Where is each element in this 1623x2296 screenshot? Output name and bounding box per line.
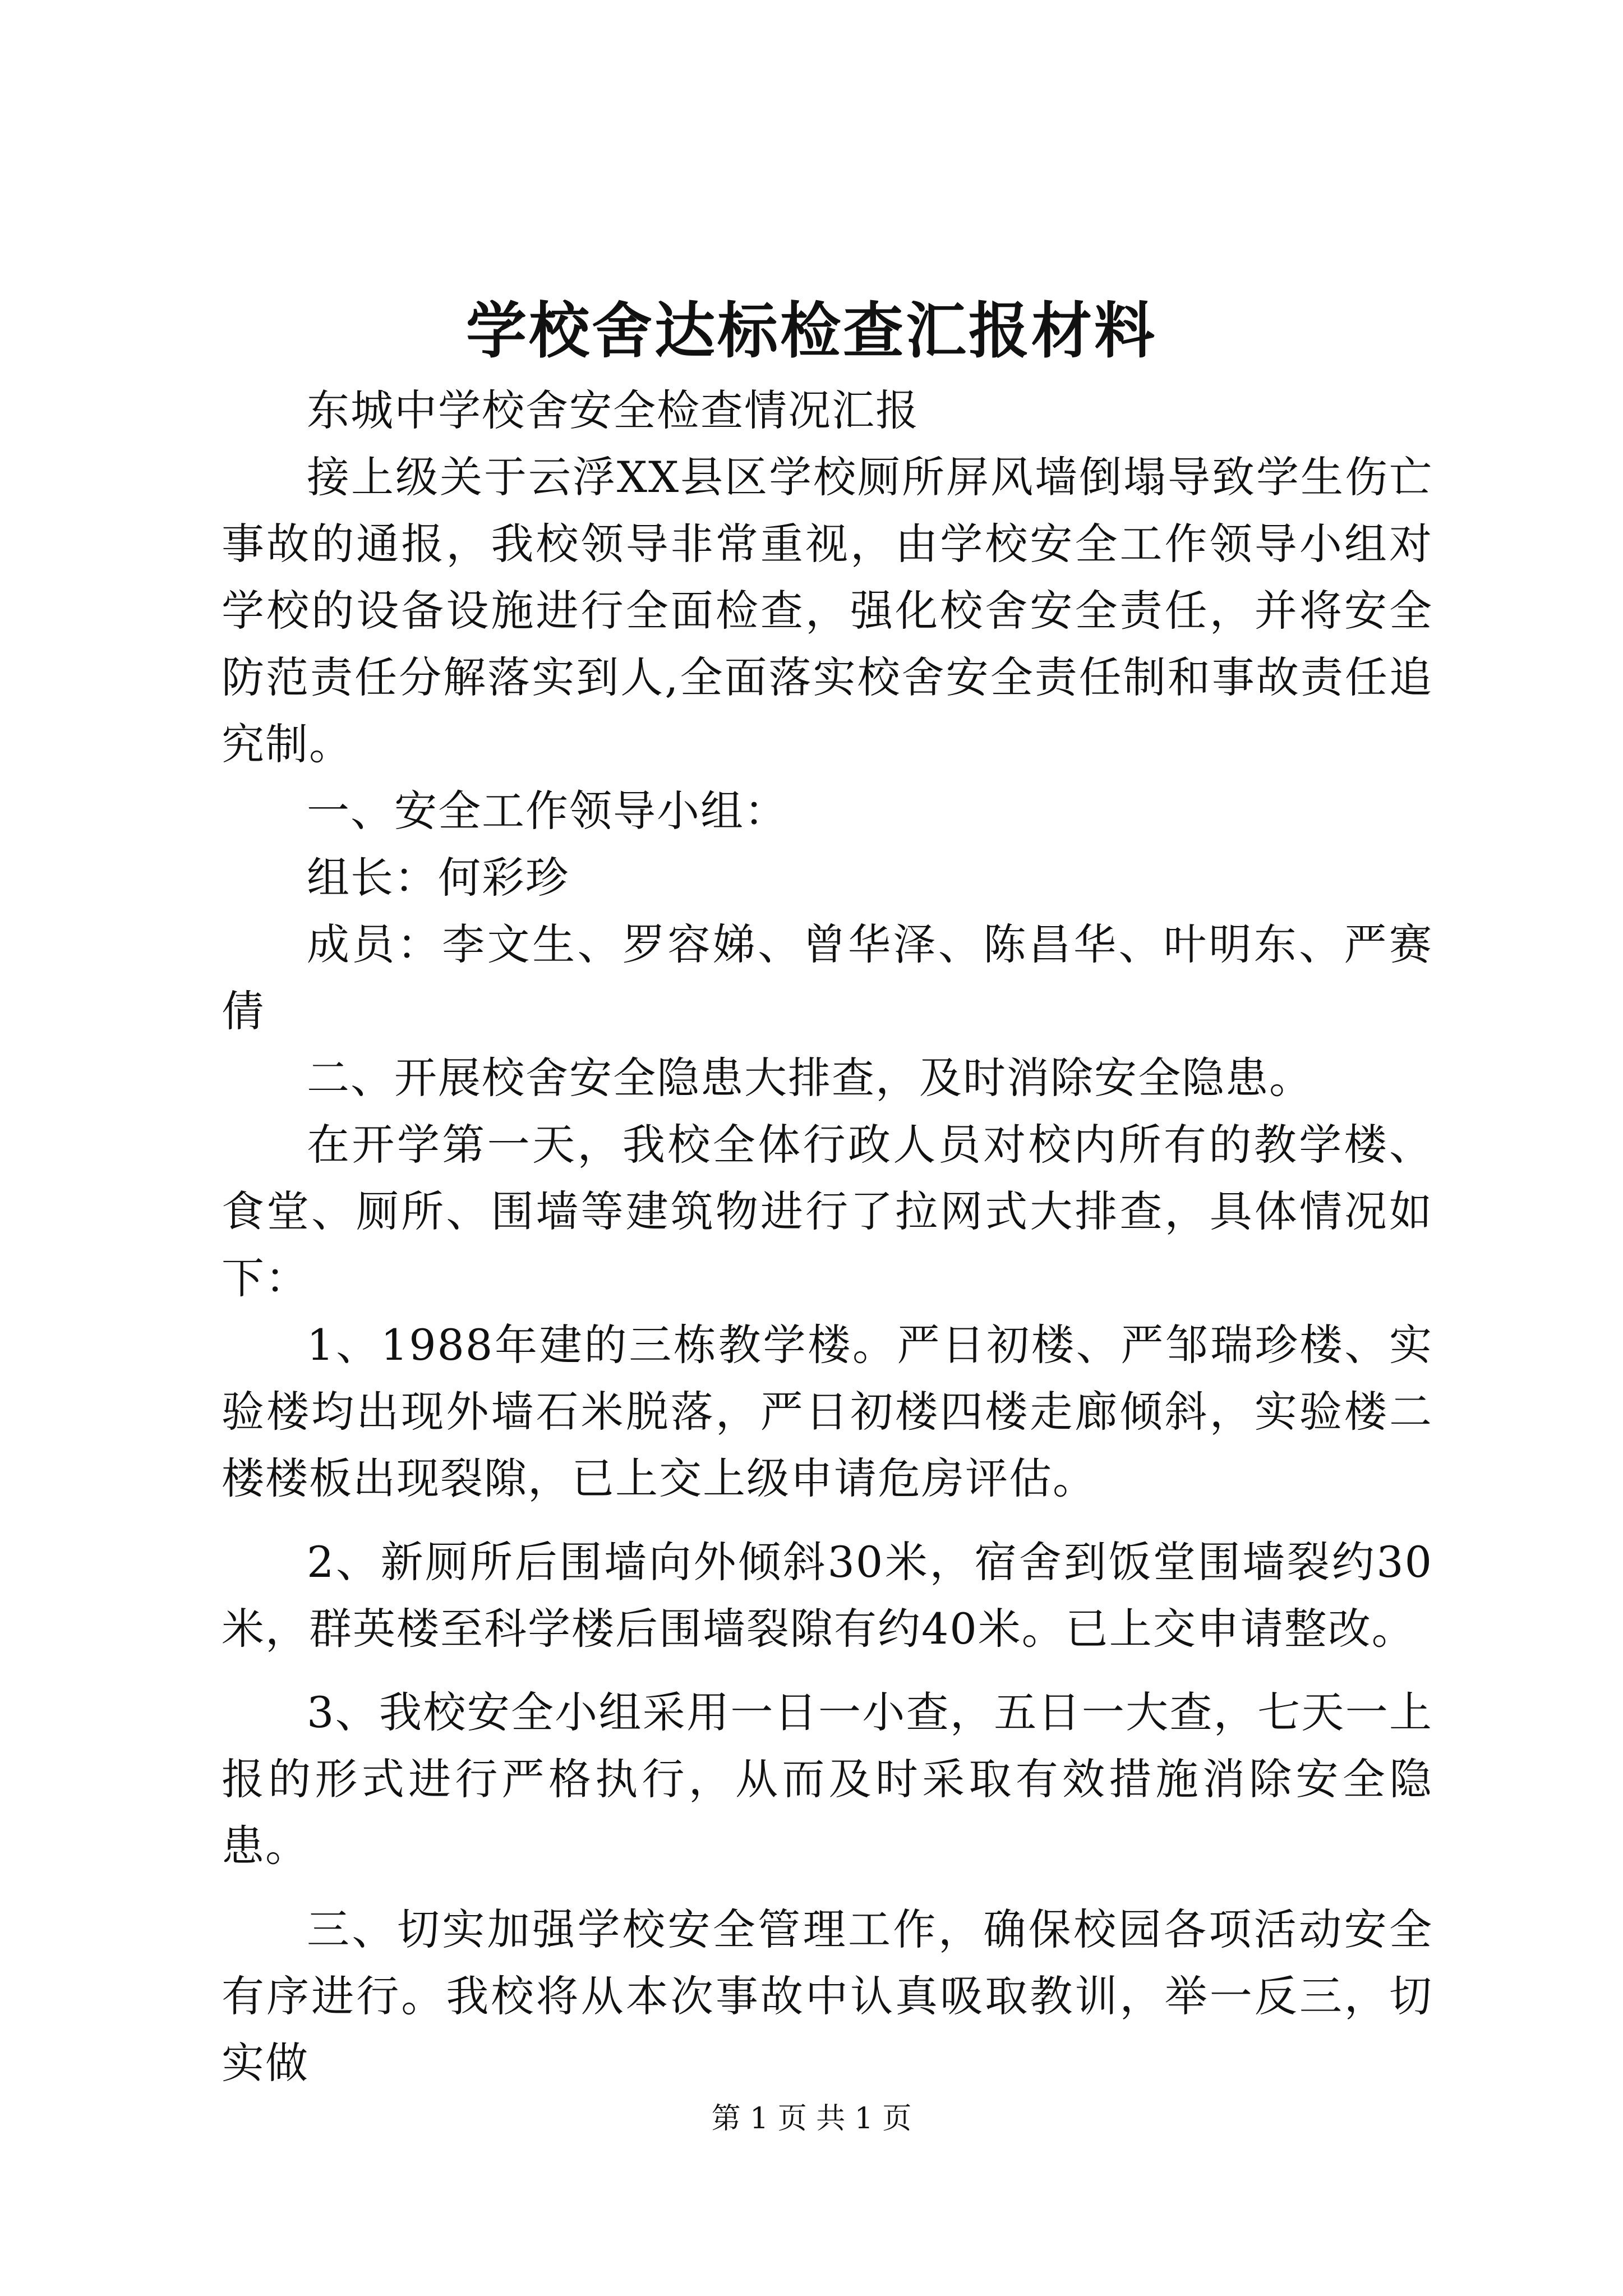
paragraph-members: 成员：李文生、罗容娣、曾华泽、陈昌华、叶明东、严赛倩 [222, 919, 1433, 1036]
paragraph-item-3: 3、我校安全小组采用一日一小查，五日一大查，七天一上报的形式进行严格执行，从而及时采取有效措施消除安全隐患。 [222, 1687, 1433, 1871]
paragraph-intro: 接上级关于云浮XX县区学校厕所屏风墙倒塌导致学生伤亡事故的通报，我校领导非常重视，由学校安全工作领导小组对学校的设备设施进行全面检查，强化校舍安全责任，并将安全防范责任分解落实到人,全面落实校舍安全责任制和事故责任追究制。 [222, 452, 1433, 769]
section-heading-2: 二、开展校舍安全隐患大排查，及时消除安全隐患。 [307, 1053, 1313, 1103]
page-footer: 第 1 页 共 1 页 [711, 2102, 912, 2136]
paragraph-inspection: 在开学第一天，我校全体行政人员对校内所有的教学楼、食堂、厕所、围墙等建筑物进行了拉网式大排查，具体情况如下： [222, 1120, 1433, 1303]
document-body [222, 377, 1433, 2096]
paragraph-item-2: 2、新厕所后围墙向外倾斜30米，宿舍到饭堂围墙裂约30米，群英楼至科学楼后围墙裂隙有约40米。已上交申请整改。 [222, 1537, 1433, 1654]
paragraph-leader: 组长：何彩珍 [307, 853, 569, 903]
document-title: 学校舍达标检查汇报材料 [465, 296, 1157, 366]
section-heading-1: 一、安全工作领导小组： [307, 786, 788, 836]
paragraph-subtitle: 东城中学校舍安全检查情况汇报 [307, 385, 919, 435]
paragraph-section-3: 三、切实加强学校安全管理工作，确保校园各项活动安全有序进行。我校将从本次事故中认真吸取教训，举一反三，切实做 [222, 1904, 1433, 2088]
paragraph-item-1: 1、1988年建的三栋教学楼。严日初楼、严邹瑞珍楼、实验楼均出现外墙石米脱落，严日初楼四楼走廊倾斜，实验楼二楼楼板出现裂隙，已上交上级申请危房评估。 [222, 1320, 1433, 1503]
